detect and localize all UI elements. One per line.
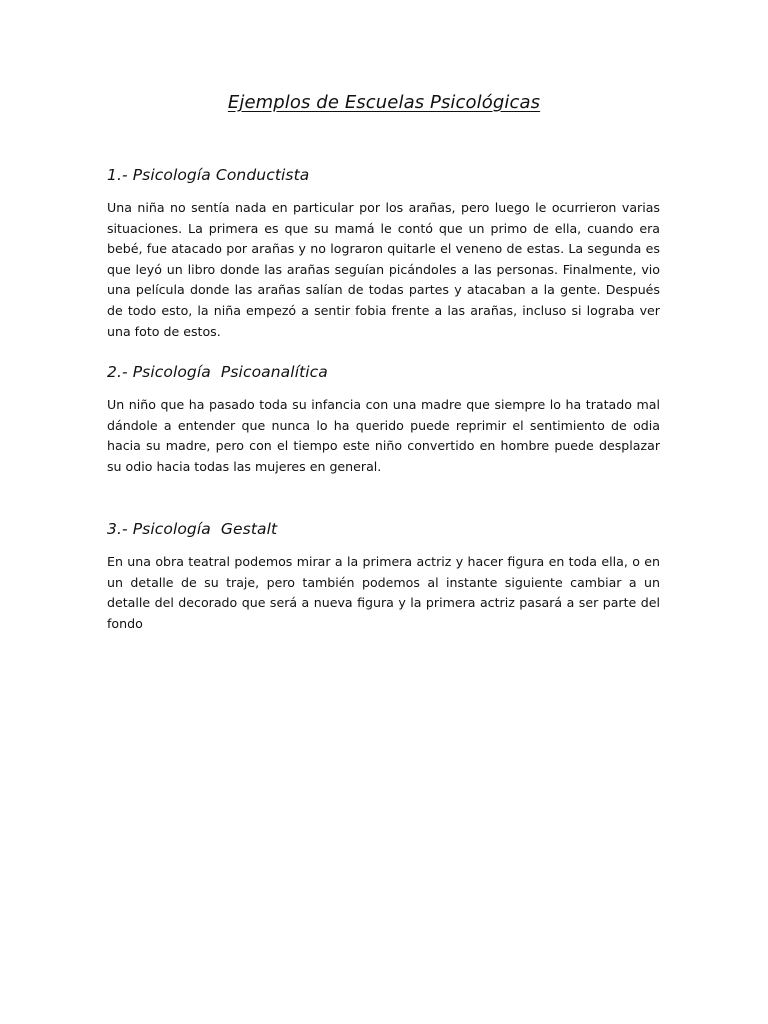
- section-body: En una obra teatral podemos mirar a la primera actriz y hacer figura en toda ella, o en un detalle de su traje, pero también podemos al instante siguiente cambiar a un detalle del decorado que será a nueva figura y la primera actriz pasará a ser parte del fondo: [107, 554, 660, 631]
- section-body: Un niño que ha pasado toda su infancia con una madre que siempre lo ha tratado mal dándole a entender que nunca lo ha querido puede reprimir el sentimiento de odia hacia su madre, pero con el tiempo este niño convertido en hombre puede desplazar su odio hacia todas las mujeres en general.: [107, 397, 660, 474]
- section-psicoanalitica: [107, 363, 660, 477]
- document-title: Ejemplos de Escuelas Psicológicas: [227, 92, 541, 113]
- section-body: Una niña no sentía nada en particular por los arañas, pero luego le ocurrieron varias situaciones. La primera es que su mamá le contó que un primo de ella, cuando era bebé, fue atacado por arañas y no lograron quitarle el veneno de estas. La segunda es que leyó un libro donde las arañas seguían picándoles a las personas. Finalmente, vio una película donde las arañas salían de todas partes y atacaban a la gente. Después de todo esto, la niña empezó a sentir fobia frente a las arañas, incluso si lograba ver una foto de estos.: [107, 200, 660, 339]
- section-heading: 1.- Psicología Conductista: [107, 166, 310, 184]
- section-heading: 2.- Psicología Psicoanalítica: [107, 363, 328, 381]
- section-heading: 3.- Psicología Gestalt: [107, 520, 278, 538]
- section-gestalt: [107, 520, 660, 634]
- section-conductista: [107, 166, 660, 342]
